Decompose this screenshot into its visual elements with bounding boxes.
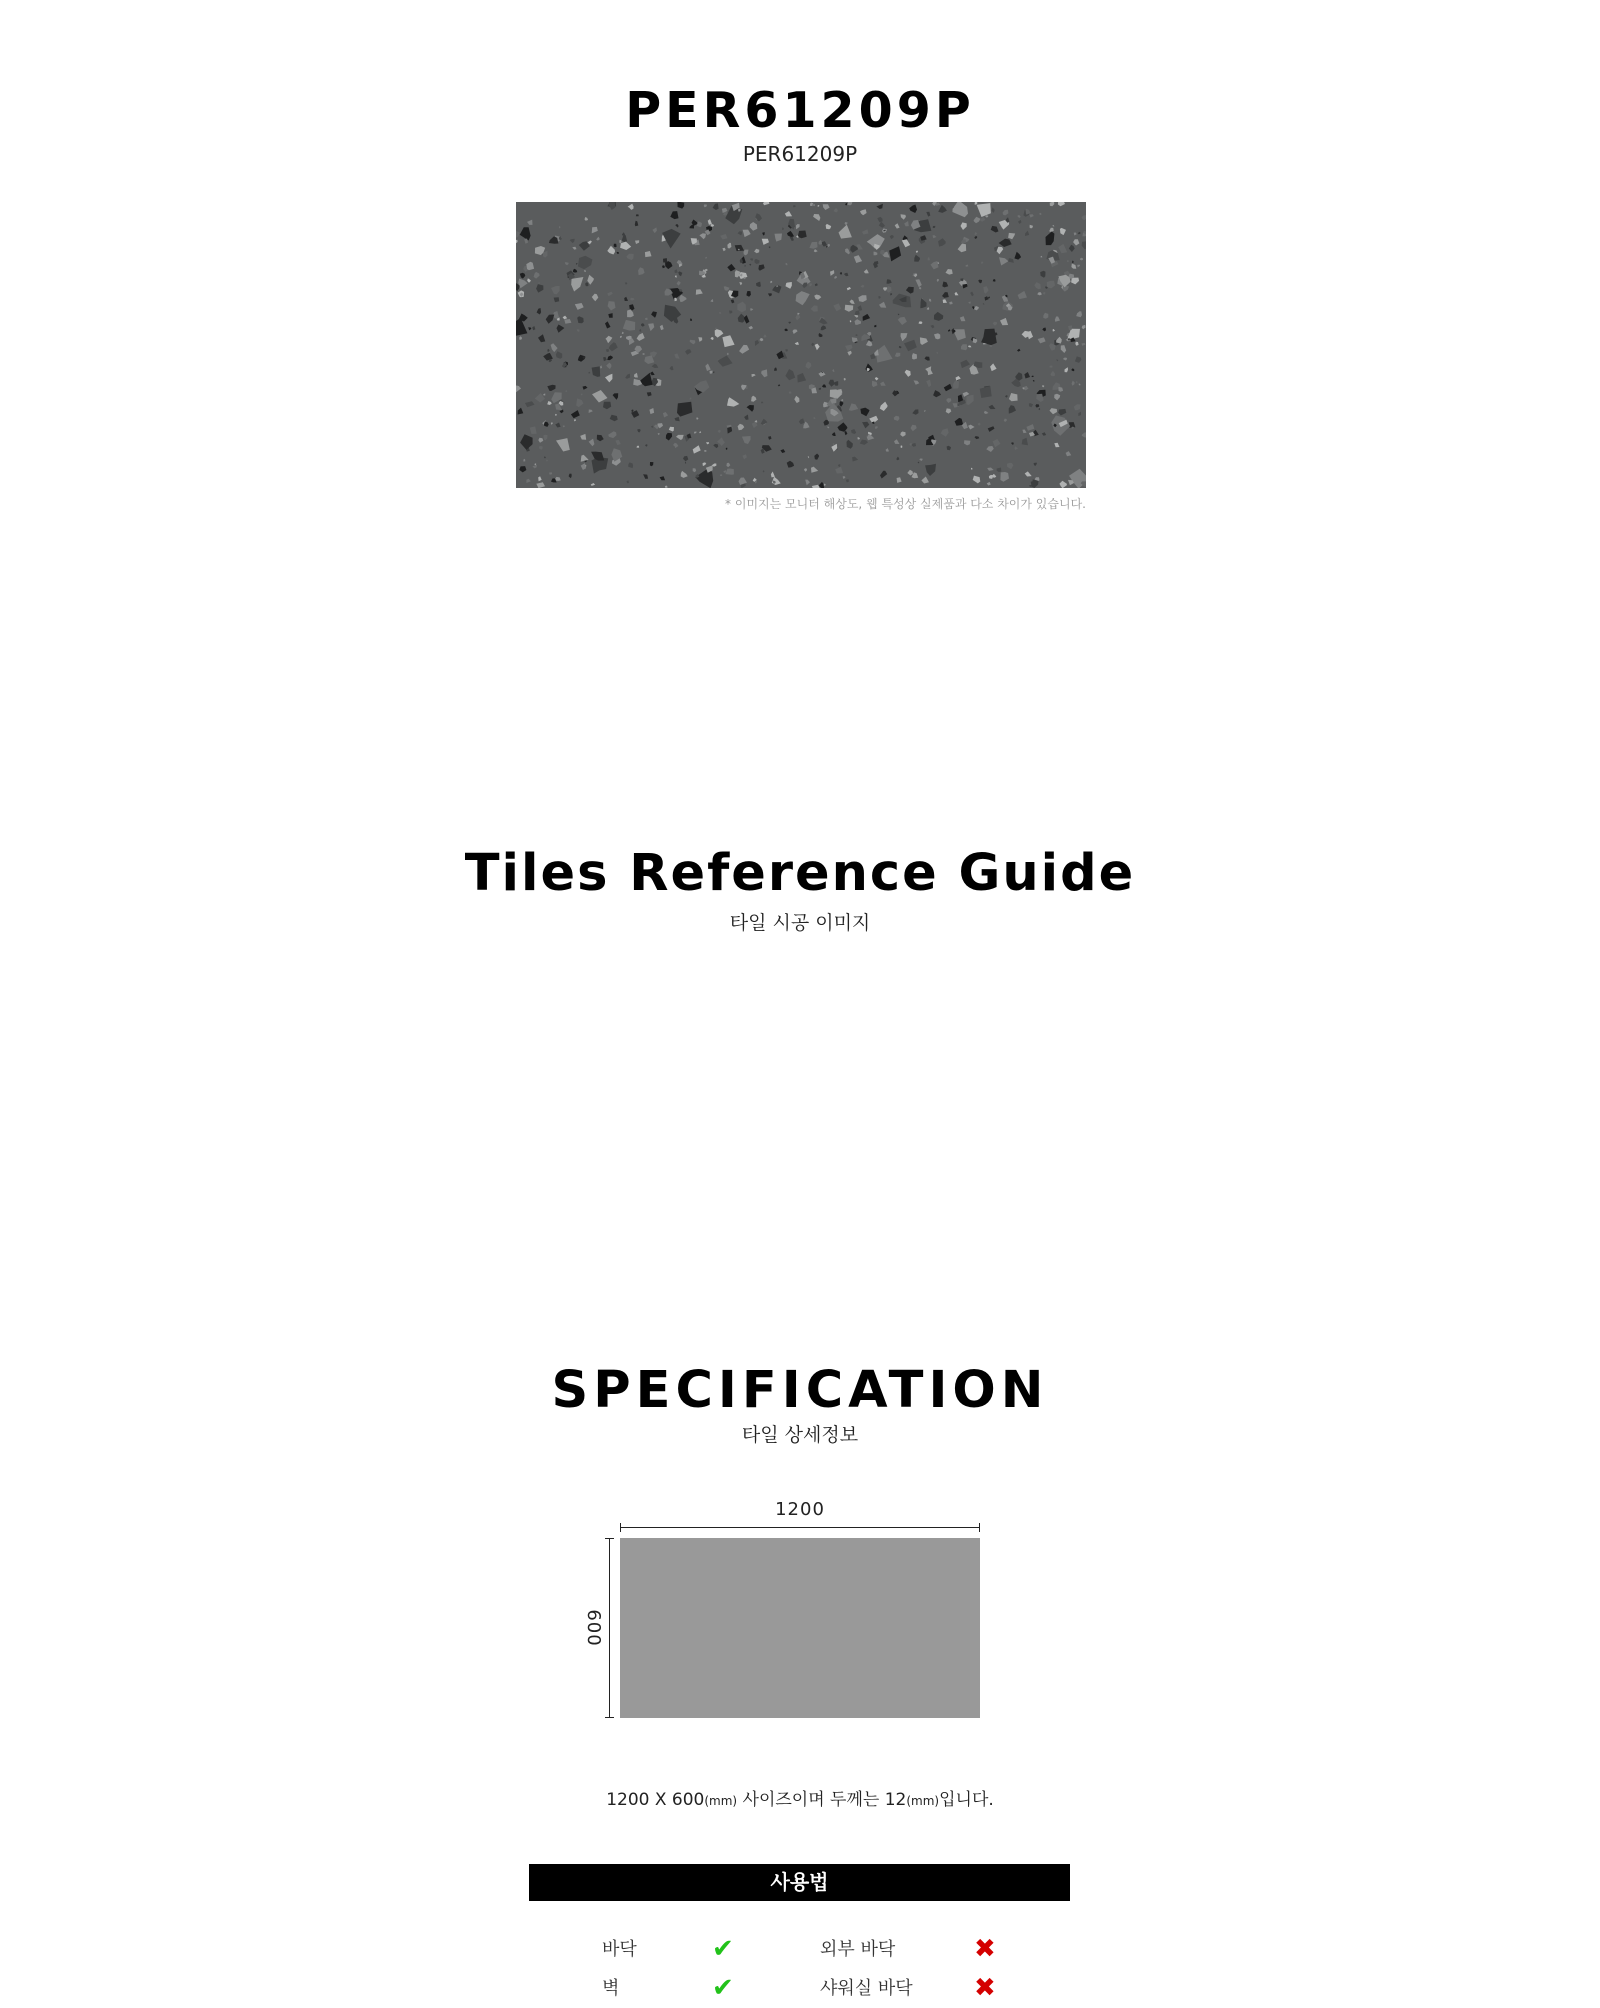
specification-description (0, 1785, 1600, 1810)
guide-subtitle: 타일 시공 이미지 (729, 912, 871, 934)
tile-texture-image (516, 202, 1086, 488)
usage-heading: 사용법 (529, 1864, 1070, 1901)
usage-item-outdoor-floor-label: 외부 바닥 (820, 1939, 896, 1960)
usage-item-floor-label: 바닥 (602, 1939, 637, 1960)
spec-thickness-text: 사이즈이며 두께는 12 (737, 1790, 907, 1810)
height-dimension-line (609, 1538, 610, 1718)
usage-item-wall-label: 벽 (602, 1978, 620, 1999)
width-dimension-label: 1200 (775, 1499, 825, 1520)
tile-size-diagram (620, 1538, 980, 1718)
height-dimension-label: 600 (583, 1609, 604, 1647)
terrazzo-chip (663, 258, 667, 262)
product-title: PER61209P (625, 82, 975, 139)
texture-background (516, 202, 1086, 488)
check-icon: ✔ (712, 1934, 734, 1964)
specification-title: SPECIFICATION (551, 1361, 1049, 1420)
height-dimension-cap-bottom (605, 1717, 614, 1718)
terrazzo-chip (710, 371, 713, 374)
spec-unit-thickness: (mm) (906, 1794, 940, 1808)
spec-unit-size: (mm) (704, 1794, 738, 1808)
cross-icon: ✖ (974, 1973, 996, 2003)
width-dimension-line (620, 1527, 980, 1528)
specification-subtitle: 타일 상세정보 (741, 1424, 859, 1446)
terrazzo-texture (516, 202, 1086, 488)
width-dimension-cap-left (620, 1523, 621, 1532)
cross-icon: ✖ (974, 1934, 996, 1964)
check-icon: ✔ (712, 1973, 734, 2003)
usage-item-shower-floor-label: 샤워실 바닥 (820, 1978, 913, 1999)
product-code: PER61209P (742, 142, 858, 166)
spec-size: 1200 X 600 (606, 1790, 705, 1810)
width-dimension-cap-right (979, 1523, 980, 1532)
guide-title: Tiles Reference Guide (464, 844, 1136, 903)
spec-end-text: 입니다. (939, 1790, 994, 1810)
image-disclaimer: * 이미지는 모니터 해상도, 웹 특성상 실제품과 다소 차이가 있습니다. (725, 497, 1086, 511)
height-dimension-cap-top (605, 1538, 614, 1539)
